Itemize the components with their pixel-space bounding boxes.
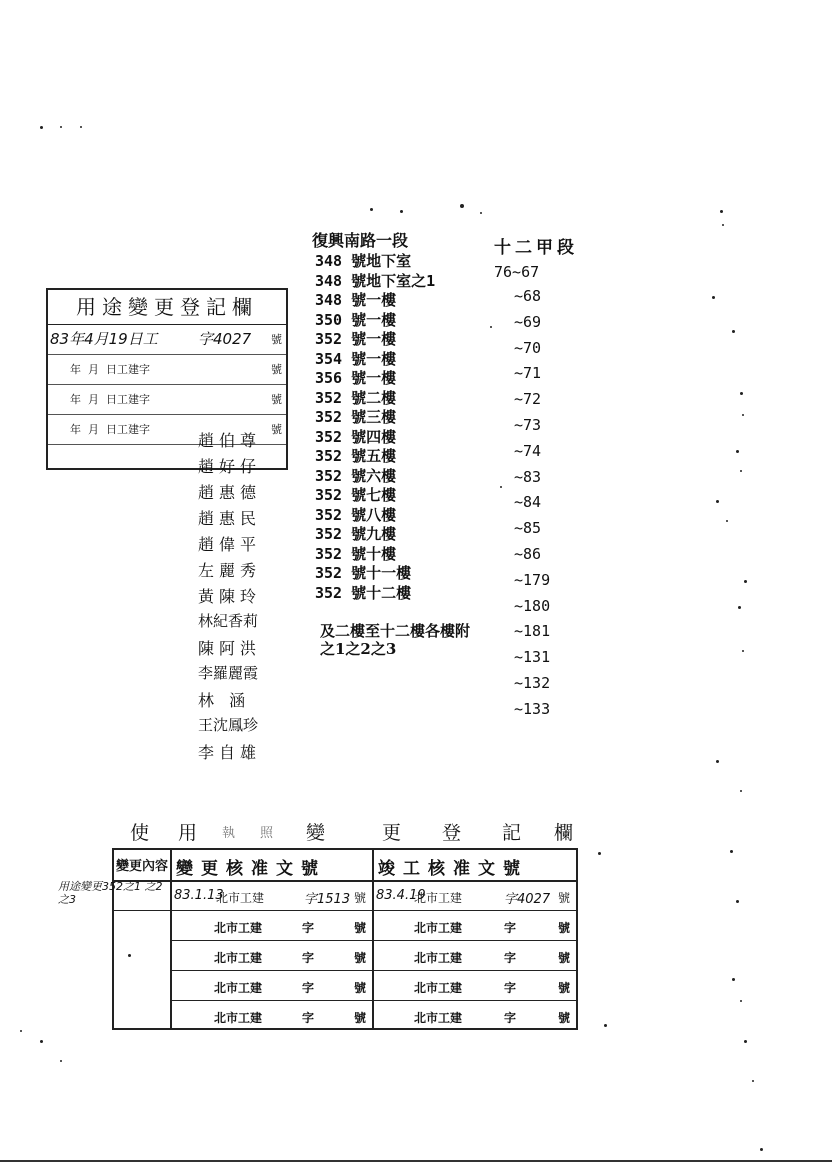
speck [500, 486, 502, 488]
content-column-header: 變更內容 [116, 859, 169, 874]
blank-row-word: 字 [504, 951, 517, 965]
blank-row-word: 字 [302, 921, 315, 935]
note-line: 之1之2之3 [320, 640, 397, 658]
title-char: 欄 [554, 822, 574, 844]
speck [726, 520, 728, 522]
speck [738, 606, 741, 609]
bottom-edge-line [0, 1160, 832, 1162]
blank-row-suffix: 號 [558, 1011, 571, 1025]
lot-number: ~180 [514, 596, 551, 615]
owner-name: 陳阿洪 [198, 639, 262, 658]
blank-row-suffix: 號 [558, 921, 571, 935]
lot-number: ~181 [514, 622, 551, 641]
address-entry: 348 號地下室之1 [315, 271, 436, 290]
blank-row-suffix: 號 [354, 951, 367, 965]
change-suffix: 號 [354, 891, 367, 905]
speck [60, 126, 62, 128]
address-entry: 354 號一樓 [315, 349, 397, 368]
lot-number: ~131 [514, 648, 551, 667]
lot-number: ~86 [514, 545, 542, 563]
speck [730, 850, 733, 853]
address-entry: 352 號六樓 [315, 466, 397, 485]
speck [732, 330, 735, 333]
lot-number: ~179 [514, 570, 551, 589]
speck [480, 212, 482, 214]
owner-name: 黃陳玲 [198, 587, 262, 606]
change-content-cell: 用途變更352之1 之2之3 [58, 880, 163, 906]
blank-row-word: 字 [504, 921, 517, 935]
speck [760, 1148, 763, 1151]
address-entry: 348 號地下室 [315, 252, 412, 270]
stamp-row-date: 年 月 日工建字 [70, 363, 150, 376]
speck [40, 126, 43, 129]
speck [722, 224, 724, 226]
blank-row-dept: 北市工建 [414, 951, 463, 965]
stamp-row [48, 325, 286, 355]
address-entry: 350 號一樓 [315, 310, 397, 329]
speck [740, 1000, 742, 1002]
speck [720, 210, 723, 213]
stamp-row-date: 年 月 日工建字 [70, 423, 150, 436]
address-entry: 352 號十樓 [315, 544, 397, 563]
blank-row-dept: 北市工建 [414, 981, 463, 995]
lot-number: ~132 [514, 674, 551, 692]
speck [744, 580, 747, 583]
change-date: 83.1.13 [174, 888, 224, 903]
title-char: 變 [306, 822, 326, 844]
address-entry: 348 號一樓 [315, 291, 397, 309]
change-word: 字1513 [304, 892, 351, 907]
speck [740, 392, 743, 395]
owner-name: 趙惠德 [198, 483, 262, 502]
address-entry: 352 號五樓 [315, 447, 397, 465]
owner-name: 李自雄 [198, 743, 262, 762]
speck [742, 414, 744, 416]
address-entry: 356 號一樓 [315, 369, 397, 387]
title-char: 執 [222, 826, 236, 841]
speck [40, 1040, 43, 1043]
done-suffix: 號 [558, 891, 571, 905]
lot-number: ~68 [514, 287, 542, 305]
street-name: 復興南路一段 [312, 231, 409, 250]
lot-number: ~73 [514, 416, 542, 434]
address-entry: 352 號九樓 [315, 525, 397, 543]
speck [598, 852, 601, 855]
owner-name: 李羅麗霞 [198, 664, 259, 682]
stamp-row [48, 355, 286, 385]
speck [128, 954, 131, 957]
speck [400, 210, 403, 213]
speck [490, 326, 492, 328]
speck [740, 790, 742, 792]
blank-row-suffix: 號 [354, 1011, 367, 1025]
stamp-row-doc: 字4027 [198, 330, 252, 348]
speck [744, 1040, 747, 1043]
title-char: 更 [382, 822, 402, 844]
lot-number: ~84 [514, 493, 542, 512]
owner-name: 趙好仔 [198, 457, 262, 476]
note-line: 及二樓至十二樓各樓附 [320, 622, 471, 640]
address-entry: 352 號四樓 [315, 427, 397, 446]
speck [736, 900, 739, 903]
speck [712, 296, 715, 299]
change-register-table [58, 848, 578, 1030]
address-entry: 352 號十一樓 [315, 564, 412, 582]
owner-name: 王沈鳳珍 [198, 716, 259, 734]
stamp-title: 用途變更登記欄 [48, 290, 286, 325]
speck [736, 450, 739, 453]
speck [716, 500, 719, 503]
stamp-row-date: 年 月 日工建字 [70, 393, 150, 406]
speck [20, 1030, 22, 1032]
owner-name: 趙偉平 [198, 535, 262, 554]
address-entry: 352 號一樓 [315, 330, 397, 348]
stamp-row-suffix: 號 [271, 363, 282, 376]
owner-name: 趙惠民 [198, 509, 262, 528]
blank-row-suffix: 號 [354, 921, 367, 935]
lot-number: 76~67 [494, 263, 540, 281]
blank-row-word: 字 [302, 1011, 315, 1025]
owner-name: 林紀香莉 [198, 612, 259, 630]
land-section: 十二甲段 [494, 238, 578, 258]
completion-approval-header: 竣工核准文號 [378, 859, 528, 879]
address-entry: 352 號七樓 [315, 486, 397, 504]
blank-row-dept: 北市工建 [414, 921, 463, 935]
speck [752, 1080, 754, 1082]
stamp-row-suffix: 號 [271, 393, 282, 406]
stamp-row-date: 83年4月19日工 [50, 330, 158, 348]
blank-row-suffix: 號 [558, 981, 571, 995]
speck [740, 470, 742, 472]
lot-number: ~133 [514, 699, 551, 718]
title-char: 記 [502, 822, 522, 844]
lot-number: ~72 [514, 390, 542, 409]
blank-row-word: 字 [504, 981, 517, 995]
address-entry: 352 號三樓 [315, 408, 397, 426]
title-char: 使 [130, 822, 150, 844]
lot-number: ~83 [514, 467, 542, 486]
done-word: 字4027 [504, 892, 551, 907]
title-char: 照 [260, 826, 274, 841]
change-dept: 北市工建 [216, 891, 265, 905]
blank-row-dept: 北市工建 [414, 1011, 463, 1025]
done-date: 83.4.19 [376, 888, 426, 903]
speck [716, 760, 719, 763]
blank-row-dept: 北市工建 [214, 1011, 263, 1025]
title-char: 登 [442, 822, 462, 844]
stamp-row-suffix: 號 [271, 333, 282, 346]
stamp-row-suffix: 號 [271, 423, 282, 436]
lot-number: ~69 [514, 312, 542, 331]
address-entry: 352 號二樓 [315, 388, 397, 407]
blank-row-dept: 北市工建 [214, 951, 263, 965]
owner-name: 左麗秀 [198, 561, 262, 580]
done-dept: 北市工建 [414, 891, 463, 905]
blank-row-word: 字 [504, 1011, 517, 1025]
owner-name: 林 涵 [198, 691, 251, 710]
speck [80, 126, 82, 128]
address-entry: 352 號十二樓 [315, 583, 412, 602]
owner-name: 趙伯尊 [198, 431, 262, 450]
speck [60, 1060, 62, 1062]
speck [742, 650, 744, 652]
lot-number: ~85 [514, 519, 542, 538]
blank-row-dept: 北市工建 [214, 981, 263, 995]
change-approval-header: 變更核准文號 [176, 859, 326, 879]
title-char: 用 [178, 822, 198, 844]
blank-row-word: 字 [302, 981, 315, 995]
lot-number: ~70 [514, 338, 542, 357]
blank-row-suffix: 號 [354, 981, 367, 995]
lot-number: ~71 [514, 364, 542, 383]
blank-row-suffix: 號 [558, 951, 571, 965]
stamp-row [48, 385, 286, 415]
lot-number: ~74 [514, 441, 542, 460]
address-entry: 352 號八樓 [315, 505, 397, 524]
speck [732, 978, 735, 981]
speck [460, 204, 464, 208]
speck [604, 1024, 607, 1027]
blank-row-word: 字 [302, 951, 315, 965]
blank-row-dept: 北市工建 [214, 921, 263, 935]
speck [370, 208, 373, 211]
